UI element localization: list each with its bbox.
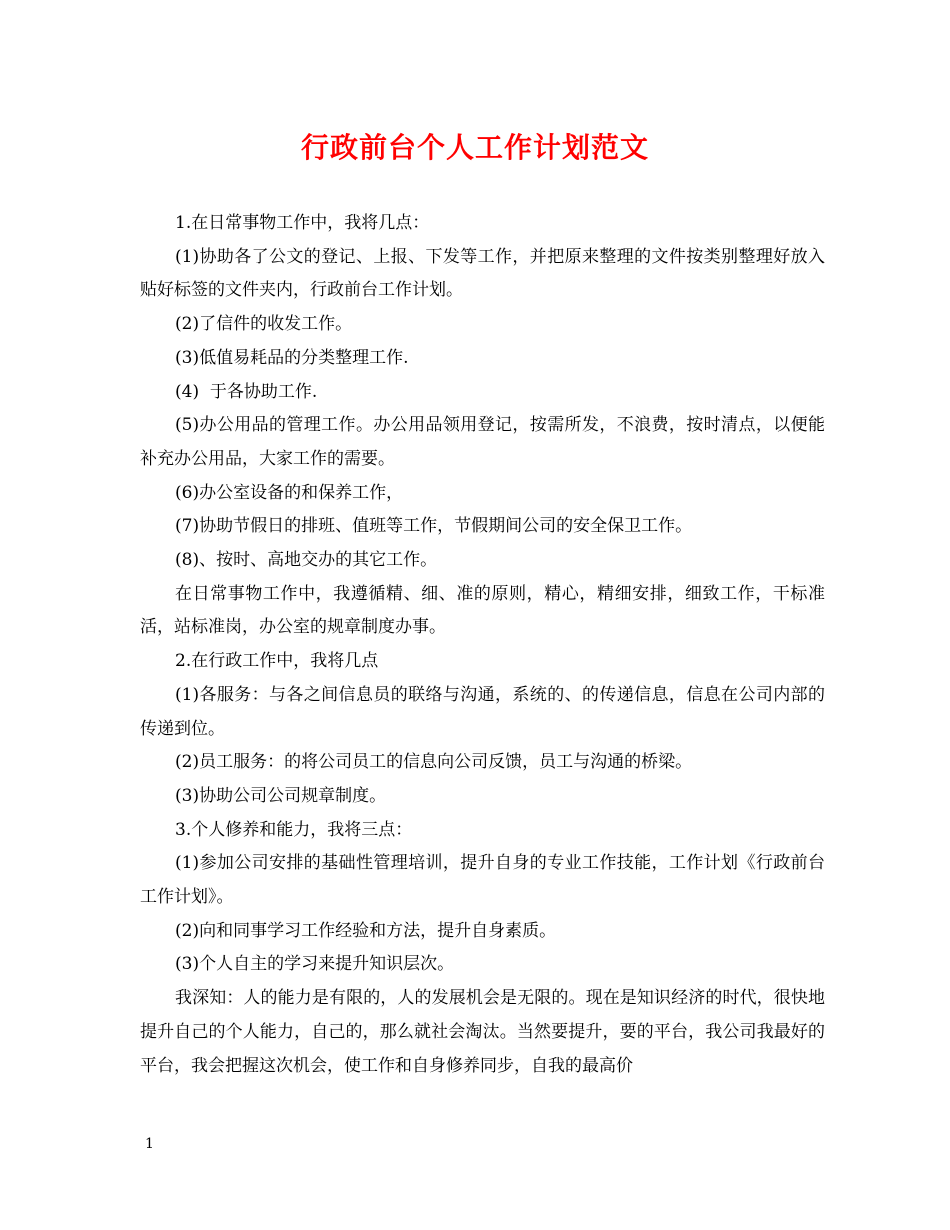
document-body: [140, 207, 825, 1083]
paragraph: (3)低值易耗品的分类整理工作.: [175, 347, 409, 368]
page-title: 行政前台个人工作计划范文: [300, 131, 649, 164]
paragraph: (2)向和同事学习工作经验和方法，提升自身素质。: [175, 920, 557, 941]
paragraph: (7)协助节假日的排班、值班等工作，节假期间公司的安全保卫工作。: [175, 516, 693, 537]
paragraph: 在日常事物工作中，我遵循精、细、准的原则，精心，精细安排，细致工作，干标准活，站标准岗，办公室的规章制度办事。: [140, 583, 825, 638]
paragraph: (4) 于各协助工作.: [175, 381, 318, 402]
paragraph: (6)办公室设备的和保养工作，: [175, 482, 404, 503]
paragraph: (5)办公用品的管理工作。办公用品领用登记，按需所发，不浪费，按时清点，以便能补充办公用品，大家工作的需要。: [140, 415, 825, 469]
paragraph: (3)个人自主的学习来提升知识层次。: [175, 954, 455, 975]
paragraph: (3)协助公司公司规章制度。: [175, 785, 387, 806]
paragraph: (1)参加公司安排的基础性管理培训，提升自身的专业工作技能，工作计划《行政前台工作计划》。: [140, 853, 825, 908]
paragraph: (8)、按时、高地交办的其它工作。: [175, 550, 438, 571]
page-number: 1: [145, 1136, 154, 1152]
paragraph: (2)了信件的收发工作。: [175, 314, 353, 335]
paragraph: (1)各服务：与各之间信息员的联络与沟通，系统的、的传递信息，信息在公司内部的传递到位。: [140, 684, 825, 739]
paragraph: (1)协助各了公文的登记、上报、下发等工作，并把原来整理的文件按类别整理好放入贴好标签的文件夹内，行政前台工作计划。: [140, 246, 825, 301]
paragraph: 2.在行政工作中，我将几点: [175, 651, 379, 672]
paragraph: 我深知：人的能力是有限的，人的发展机会是无限的。现在是知识经济的时代，很快地提升自己的个人能力，自己的，那么就社会淘汰。当然要提升，要的平台，我公司我最好的平台，我会把握这次机会，使工作和自身修养同步，自我的最高价: [140, 988, 825, 1076]
paragraph: (2)员工服务：的将公司员工的信息向公司反馈，员工与沟通的桥梁。: [175, 752, 693, 773]
paragraph: 3.个人修养和能力，我将三点：: [175, 819, 413, 840]
paragraph: 1.在日常事物工作中，我将几点：: [175, 213, 430, 233]
